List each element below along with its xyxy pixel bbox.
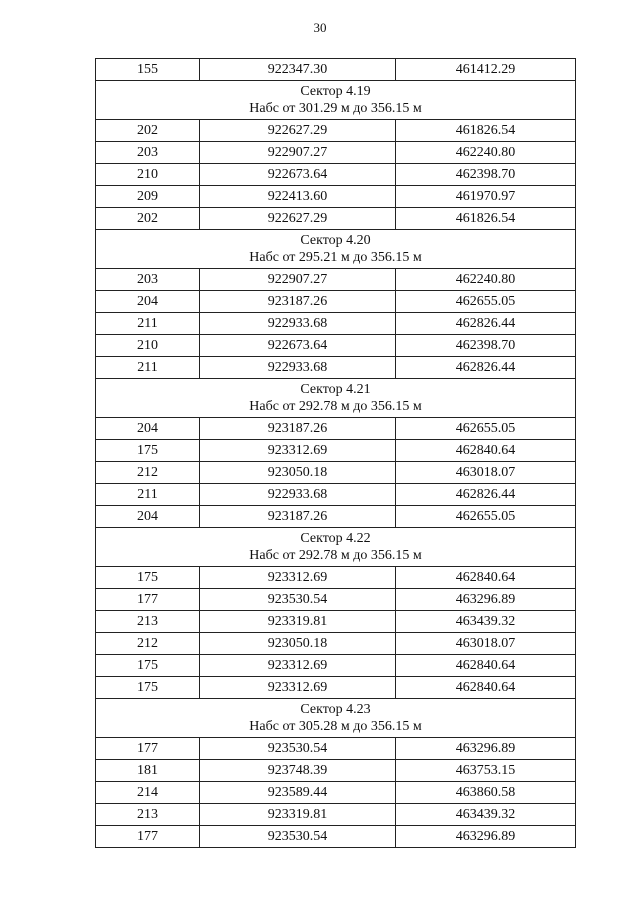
sector-title: Сектор 4.23 — [300, 702, 371, 717]
table-row — [96, 611, 576, 633]
point-number-cell: 212 — [96, 462, 200, 484]
x-coordinate-cell: 923050.18 — [200, 633, 396, 655]
point-number-cell: 175 — [96, 655, 200, 677]
x-coordinate-cell: 922413.60 — [200, 186, 396, 208]
y-coordinate-cell: 461826.54 — [396, 208, 576, 230]
page-number: 30 — [313, 20, 327, 35]
y-coordinate-cell: 461970.97 — [396, 186, 576, 208]
y-coordinate-cell: 462655.05 — [396, 418, 576, 440]
table-row — [96, 677, 576, 699]
point-number-cell: 213 — [96, 611, 200, 633]
sector-header-row — [96, 699, 576, 738]
y-coordinate-cell: 463018.07 — [396, 462, 576, 484]
y-coordinate-cell: 462840.64 — [396, 655, 576, 677]
table-row — [96, 164, 576, 186]
y-coordinate-cell: 462240.80 — [396, 142, 576, 164]
point-number-cell: 175 — [96, 440, 200, 462]
y-coordinate-cell: 461826.54 — [396, 120, 576, 142]
table-row — [96, 633, 576, 655]
table-row — [96, 357, 576, 379]
table-row — [96, 567, 576, 589]
point-number-cell: 210 — [96, 335, 200, 357]
y-coordinate-cell: 463753.15 — [396, 760, 576, 782]
point-number-cell: 155 — [96, 59, 200, 81]
point-number-cell: 175 — [96, 677, 200, 699]
sector-title: Сектор 4.19 — [300, 84, 371, 99]
table-row — [96, 738, 576, 760]
x-coordinate-cell: 923312.69 — [200, 655, 396, 677]
sector-height-range: Набс от 292.78 м до 356.15 м — [249, 548, 422, 563]
table-row — [96, 291, 576, 313]
table-row — [96, 313, 576, 335]
sector-header — [96, 379, 576, 418]
table-row — [96, 418, 576, 440]
point-number-cell: 213 — [96, 804, 200, 826]
x-coordinate-cell: 923530.54 — [200, 589, 396, 611]
table-row — [96, 462, 576, 484]
y-coordinate-cell: 463296.89 — [396, 589, 576, 611]
y-coordinate-cell: 463296.89 — [396, 826, 576, 848]
point-number-cell: 177 — [96, 826, 200, 848]
x-coordinate-cell: 922907.27 — [200, 269, 396, 291]
sector-title: Сектор 4.20 — [300, 233, 371, 248]
table-row — [96, 484, 576, 506]
sector-header-row — [96, 81, 576, 120]
table-row — [96, 826, 576, 848]
x-coordinate-cell: 923312.69 — [200, 567, 396, 589]
x-coordinate-cell: 922673.64 — [200, 335, 396, 357]
x-coordinate-cell: 923187.26 — [200, 291, 396, 313]
table-row — [96, 804, 576, 826]
x-coordinate-cell: 923312.69 — [200, 677, 396, 699]
y-coordinate-cell: 462840.64 — [396, 567, 576, 589]
sector-header-row — [96, 230, 576, 269]
coordinates-table — [95, 58, 576, 848]
sector-header — [96, 81, 576, 120]
table-row — [96, 335, 576, 357]
x-coordinate-cell: 922627.29 — [200, 208, 396, 230]
x-coordinate-cell: 922627.29 — [200, 120, 396, 142]
point-number-cell: 209 — [96, 186, 200, 208]
table-row — [96, 142, 576, 164]
table-row — [96, 506, 576, 528]
y-coordinate-cell: 463439.32 — [396, 804, 576, 826]
point-number-cell: 212 — [96, 633, 200, 655]
table-row — [96, 440, 576, 462]
x-coordinate-cell: 923187.26 — [200, 418, 396, 440]
point-number-cell: 203 — [96, 269, 200, 291]
table-row — [96, 782, 576, 804]
y-coordinate-cell: 462655.05 — [396, 506, 576, 528]
point-number-cell: 211 — [96, 313, 200, 335]
y-coordinate-cell: 462826.44 — [396, 484, 576, 506]
sector-title: Сектор 4.22 — [300, 531, 371, 546]
y-coordinate-cell: 462826.44 — [396, 313, 576, 335]
y-coordinate-cell: 462655.05 — [396, 291, 576, 313]
coordinates-table-body — [96, 59, 576, 848]
x-coordinate-cell: 922907.27 — [200, 142, 396, 164]
point-number-cell: 211 — [96, 357, 200, 379]
point-number-cell: 175 — [96, 567, 200, 589]
sector-header — [96, 699, 576, 738]
sector-header — [96, 230, 576, 269]
x-coordinate-cell: 923530.54 — [200, 826, 396, 848]
x-coordinate-cell: 923319.81 — [200, 804, 396, 826]
y-coordinate-cell: 463296.89 — [396, 738, 576, 760]
sector-height-range: Набс от 301.29 м до 356.15 м — [249, 101, 422, 116]
sector-header — [96, 528, 576, 567]
sector-title: Сектор 4.21 — [300, 382, 371, 397]
sector-height-range: Набс от 295.21 м до 356.15 м — [249, 250, 422, 265]
y-coordinate-cell: 462840.64 — [396, 440, 576, 462]
sector-height-range: Набс от 305.28 м до 356.15 м — [249, 719, 422, 734]
x-coordinate-cell: 923748.39 — [200, 760, 396, 782]
y-coordinate-cell: 462826.44 — [396, 357, 576, 379]
table-row — [96, 186, 576, 208]
y-coordinate-cell: 462398.70 — [396, 335, 576, 357]
point-number-cell: 211 — [96, 484, 200, 506]
x-coordinate-cell: 923050.18 — [200, 462, 396, 484]
table-row — [96, 760, 576, 782]
point-number-cell: 214 — [96, 782, 200, 804]
y-coordinate-cell: 462398.70 — [396, 164, 576, 186]
x-coordinate-cell: 923319.81 — [200, 611, 396, 633]
y-coordinate-cell: 463018.07 — [396, 633, 576, 655]
table-row — [96, 589, 576, 611]
y-coordinate-cell: 461412.29 — [396, 59, 576, 81]
point-number-cell: 202 — [96, 120, 200, 142]
table-row — [96, 655, 576, 677]
x-coordinate-cell: 922933.68 — [200, 357, 396, 379]
point-number-cell: 177 — [96, 589, 200, 611]
x-coordinate-cell: 923187.26 — [200, 506, 396, 528]
y-coordinate-cell: 463439.32 — [396, 611, 576, 633]
x-coordinate-cell: 922933.68 — [200, 484, 396, 506]
point-number-cell: 204 — [96, 418, 200, 440]
y-coordinate-cell: 462840.64 — [396, 677, 576, 699]
x-coordinate-cell: 922933.68 — [200, 313, 396, 335]
point-number-cell: 204 — [96, 506, 200, 528]
x-coordinate-cell: 922673.64 — [200, 164, 396, 186]
point-number-cell: 203 — [96, 142, 200, 164]
sector-height-range: Набс от 292.78 м до 356.15 м — [249, 399, 422, 414]
y-coordinate-cell: 463860.58 — [396, 782, 576, 804]
y-coordinate-cell: 462240.80 — [396, 269, 576, 291]
x-coordinate-cell: 922347.30 — [200, 59, 396, 81]
point-number-cell: 204 — [96, 291, 200, 313]
x-coordinate-cell: 923312.69 — [200, 440, 396, 462]
point-number-cell: 210 — [96, 164, 200, 186]
table-row — [96, 269, 576, 291]
x-coordinate-cell: 923530.54 — [200, 738, 396, 760]
table-row — [96, 59, 576, 81]
sector-header-row — [96, 528, 576, 567]
table-row — [96, 120, 576, 142]
point-number-cell: 177 — [96, 738, 200, 760]
x-coordinate-cell: 923589.44 — [200, 782, 396, 804]
table-row — [96, 208, 576, 230]
point-number-cell: 202 — [96, 208, 200, 230]
sector-header-row — [96, 379, 576, 418]
point-number-cell: 181 — [96, 760, 200, 782]
